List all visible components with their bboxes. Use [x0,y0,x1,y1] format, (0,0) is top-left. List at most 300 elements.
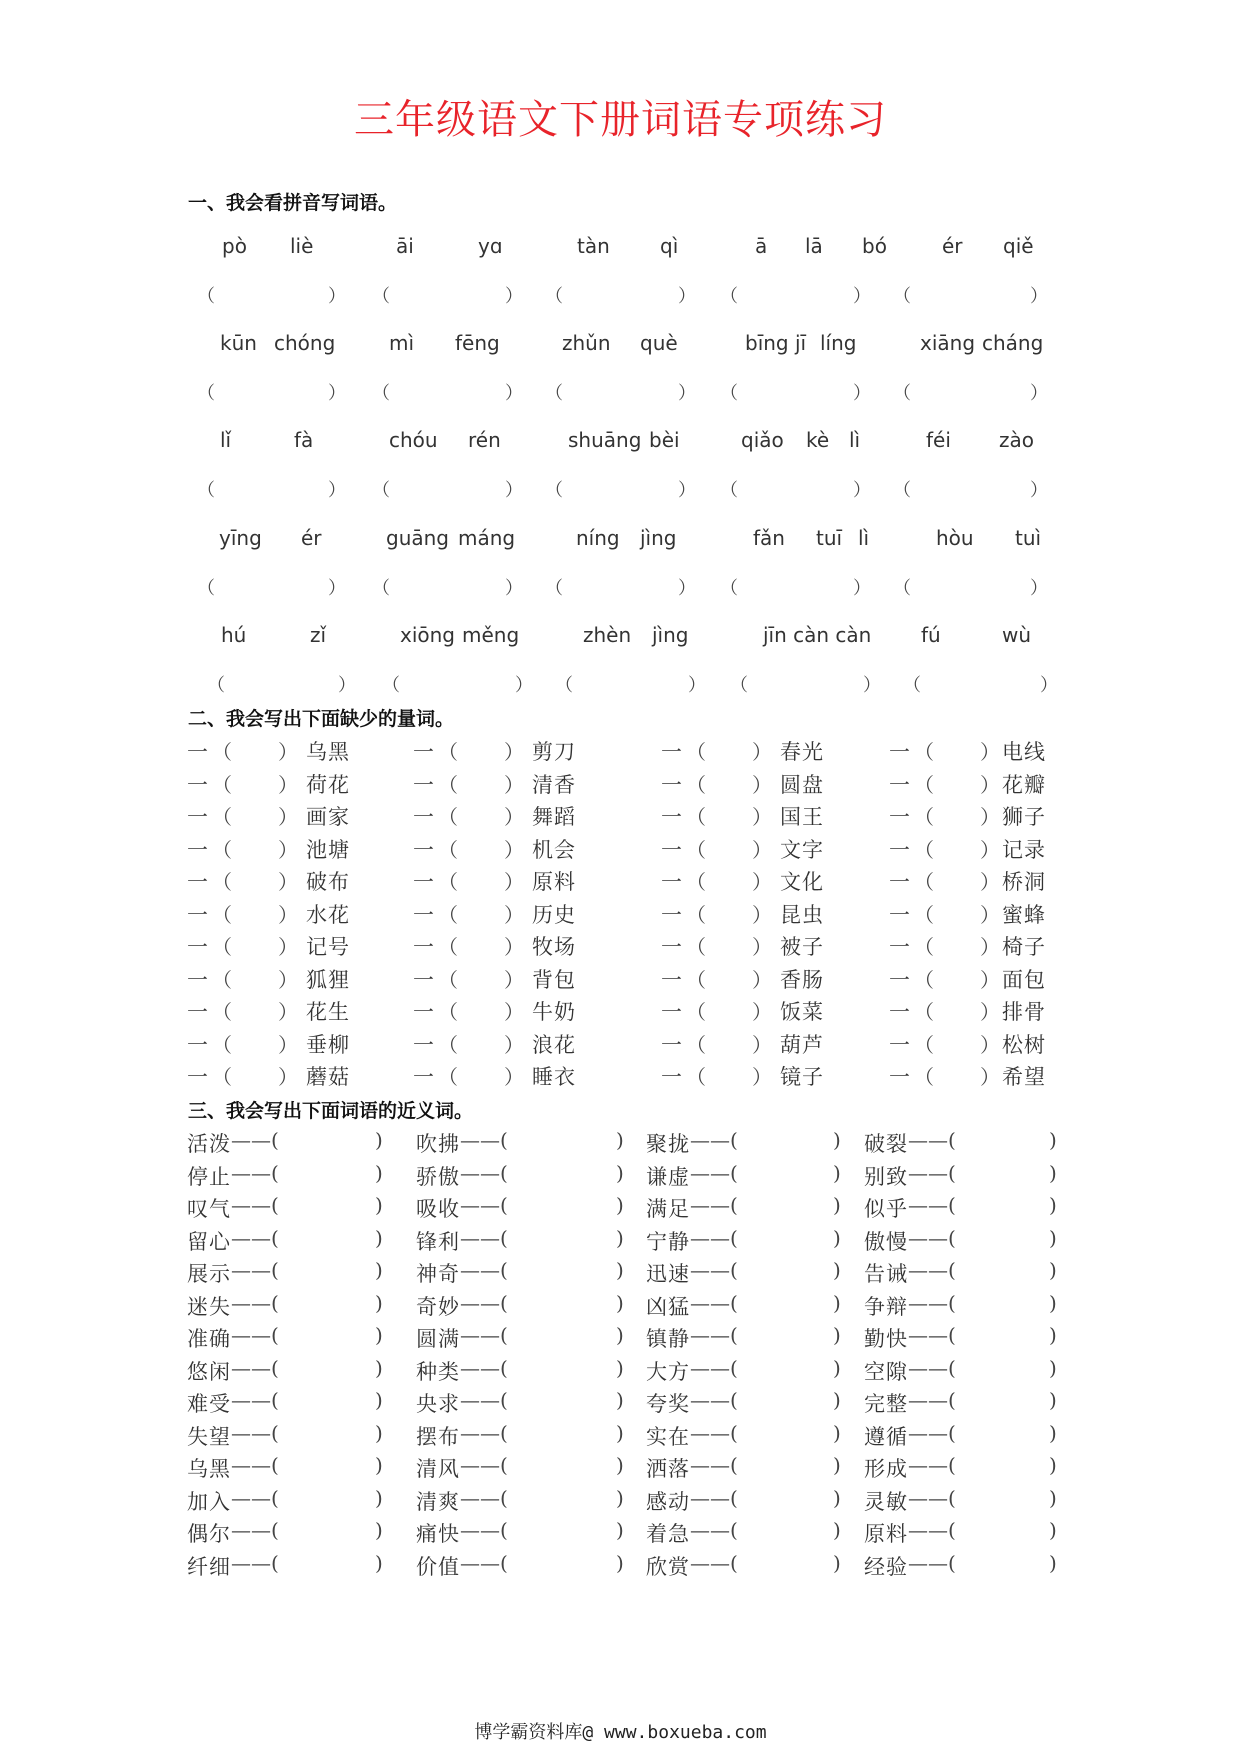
measure-blank-open[interactable]: （ [686,1065,706,1089]
measure-blank-open[interactable]: （ [438,772,458,797]
synonym-blank-open[interactable]: ——( [690,1355,738,1380]
measure-prefix: 一 [187,870,208,894]
synonym-blank-close[interactable]: ) [833,1518,841,1542]
measure-blank-close[interactable]: ） [752,935,772,959]
measure-blank-close[interactable]: ） [504,1032,524,1057]
measure-blank-open[interactable]: （ [212,1000,232,1024]
answer-blank-open[interactable]: （ [545,383,563,404]
synonym-blank-open[interactable]: ——( [231,1193,279,1217]
synonym-blank-open[interactable]: ——( [690,1420,738,1445]
synonym-blank-open[interactable]: ——( [908,1160,956,1185]
synonym-blank-close[interactable]: ) [833,1485,841,1510]
synonym-blank-close[interactable]: ) [375,1160,383,1185]
synonym-blank-open[interactable]: ——( [690,1128,738,1152]
measure-blank-open[interactable]: （ [914,870,934,894]
synonym-blank-close[interactable]: ) [833,1290,841,1315]
synonym-blank-open[interactable]: ——( [460,1160,508,1185]
measure-blank-open[interactable]: （ [438,935,458,959]
synonym-blank-close[interactable]: ) [1049,1485,1057,1510]
answer-blank-open[interactable]: （ [893,383,911,404]
synonym-blank-close[interactable]: ) [1049,1160,1057,1185]
synonym-blank-close[interactable]: ) [375,1453,383,1477]
answer-blank-open[interactable]: （ [197,480,215,501]
pinyin-syllable: máng [458,526,516,550]
synonym-blank-open[interactable]: ——( [690,1258,738,1282]
measure-blank-open[interactable]: （ [686,902,706,927]
synonym-blank-open[interactable]: ——( [460,1518,508,1542]
answer-bracket-row [0,282,1241,308]
synonym-blank-close[interactable]: ) [375,1388,383,1412]
synonym-blank-open[interactable]: ——( [908,1225,956,1250]
measure-blank-open[interactable]: （ [914,967,934,992]
synonym-blank-open[interactable]: ——( [460,1388,508,1412]
measure-blank-open[interactable]: （ [212,837,232,862]
measure-blank-open[interactable]: （ [914,740,934,764]
synonym-blank-open[interactable]: ——( [231,1160,279,1185]
synonym-blank-close[interactable]: ) [833,1388,841,1412]
synonym-blank-close[interactable]: ) [1049,1388,1057,1412]
answer-blank-close[interactable]: ） [505,286,523,307]
synonym-blank-close[interactable]: ) [833,1550,841,1575]
synonym-blank-close[interactable]: ) [833,1160,841,1185]
measure-word-row [0,769,1241,799]
measure-word-row [0,801,1241,831]
answer-blank-close[interactable]: ） [678,383,696,404]
pinyin-syllable: níng [576,526,620,550]
answer-blank-close[interactable]: ） [678,578,696,599]
measure-noun: 荷花 [306,772,350,797]
synonym-blank-close[interactable]: ) [616,1453,624,1477]
measure-blank-close[interactable]: ） [278,740,298,764]
answer-blank-open[interactable]: （ [382,675,400,696]
measure-blank-close[interactable]: ） [504,967,524,992]
answer-blank-open[interactable]: （ [720,480,738,501]
measure-blank-close[interactable]: ） [980,1032,1000,1057]
measure-blank-close[interactable]: ） [980,772,1000,797]
measure-blank-open[interactable]: （ [686,967,706,992]
answer-blank-close[interactable]: ） [1030,480,1048,501]
measure-blank-open[interactable]: （ [914,805,934,829]
measure-blank-close[interactable]: ） [752,837,772,862]
measure-blank-close[interactable]: ） [980,837,1000,862]
synonym-blank-open[interactable]: ——( [690,1323,738,1347]
synonym-blank-open[interactable]: ——( [231,1550,279,1575]
synonym-blank-open[interactable]: ——( [231,1323,279,1347]
synonym-blank-open[interactable]: ——( [460,1550,508,1575]
measure-blank-close[interactable]: ） [752,740,772,764]
synonym-blank-open[interactable]: ——( [231,1453,279,1477]
synonym-blank-close[interactable]: ) [616,1225,624,1250]
synonym-blank-close[interactable]: ) [616,1355,624,1380]
synonym-blank-open[interactable]: ——( [690,1550,738,1575]
measure-blank-open[interactable]: （ [212,935,232,959]
pinyin-syllable: qiě [1003,234,1034,258]
synonym-blank-close[interactable]: ) [1049,1453,1057,1477]
pinyin-syllable: lā [805,234,823,258]
synonym-blank-close[interactable]: ) [375,1355,383,1380]
measure-blank-close[interactable]: ） [980,870,1000,894]
measure-noun: 历史 [532,902,576,927]
synonym-blank-close[interactable]: ) [616,1420,624,1445]
synonym-blank-open[interactable]: ——( [460,1225,508,1250]
measure-noun: 面包 [1002,967,1046,992]
answer-blank-close[interactable]: ） [505,480,523,501]
pinyin-syllable: zhǔn [562,331,611,355]
measure-blank-open[interactable]: （ [438,805,458,829]
answer-blank-close[interactable]: ） [863,675,881,696]
measure-blank-open[interactable]: （ [212,1032,232,1057]
measure-blank-close[interactable]: ） [752,967,772,992]
synonym-blank-open[interactable]: ——( [908,1128,956,1152]
synonym-blank-open[interactable]: ——( [908,1355,956,1380]
answer-blank-close[interactable]: ） [853,578,871,599]
synonym-blank-close[interactable]: ) [1049,1193,1057,1217]
synonym-blank-open[interactable]: ——( [460,1290,508,1315]
synonym-source-word: 失望 [187,1424,231,1449]
measure-blank-open[interactable]: （ [212,870,232,894]
measure-blank-close[interactable]: ） [504,805,524,829]
answer-blank-open[interactable]: （ [720,578,738,599]
synonym-blank-open[interactable]: ——( [690,1290,738,1315]
synonym-source-word: 叹气 [187,1197,231,1221]
synonym-blank-open[interactable]: ——( [690,1518,738,1542]
answer-blank-close[interactable]: ） [678,480,696,501]
synonym-blank-close[interactable]: ) [1049,1420,1057,1445]
answer-blank-open[interactable]: （ [555,675,573,696]
measure-blank-open[interactable]: （ [914,837,934,862]
synonym-blank-close[interactable]: ) [616,1485,624,1510]
answer-blank-close[interactable]: ） [338,675,356,696]
synonym-source-word: 乌黑 [187,1457,231,1481]
measure-blank-close[interactable]: ） [504,1000,524,1024]
answer-blank-open[interactable]: （ [372,480,390,501]
synonym-blank-close[interactable]: ) [375,1128,383,1152]
pinyin-row [0,234,1241,264]
measure-prefix: 一 [187,1000,208,1024]
answer-blank-open[interactable]: （ [197,286,215,307]
measure-blank-open[interactable]: （ [914,902,934,927]
measure-noun: 圆盘 [780,772,824,797]
synonym-blank-close[interactable]: ) [616,1550,624,1575]
measure-blank-close[interactable]: ） [278,837,298,862]
synonym-blank-open[interactable]: ——( [690,1388,738,1412]
measure-blank-close[interactable]: ） [504,837,524,862]
measure-blank-open[interactable]: （ [212,805,232,829]
synonym-blank-close[interactable]: ) [833,1193,841,1217]
synonym-source-word: 空隙 [864,1359,908,1384]
synonym-blank-open[interactable]: ——( [460,1485,508,1510]
synonym-blank-open[interactable]: ——( [460,1193,508,1217]
synonym-blank-close[interactable]: ) [1049,1355,1057,1380]
synonym-blank-close[interactable]: ) [1049,1323,1057,1347]
measure-blank-open[interactable]: （ [686,740,706,764]
measure-blank-open[interactable]: （ [686,1032,706,1057]
synonym-source-word: 价值 [416,1554,460,1579]
synonym-blank-open[interactable]: ——( [908,1388,956,1412]
measure-blank-close[interactable]: ） [752,1032,772,1057]
synonym-blank-close[interactable]: ) [833,1128,841,1152]
synonym-blank-open[interactable]: ——( [460,1258,508,1282]
synonym-blank-close[interactable]: ) [1049,1290,1057,1315]
measure-blank-open[interactable]: （ [686,870,706,894]
synonym-blank-open[interactable]: ——( [908,1485,956,1510]
pinyin-row [0,623,1241,653]
answer-blank-close[interactable]: ） [853,286,871,307]
measure-blank-open[interactable]: （ [438,870,458,894]
answer-blank-close[interactable]: ） [505,383,523,404]
measure-blank-close[interactable]: ） [752,902,772,927]
synonym-blank-close[interactable]: ) [375,1258,383,1282]
answer-blank-open[interactable]: （ [720,383,738,404]
synonym-row [0,1161,1241,1191]
synonym-blank-open[interactable]: ——( [231,1290,279,1315]
synonym-blank-open[interactable]: ——( [231,1128,279,1152]
synonym-blank-close[interactable]: ) [833,1420,841,1445]
measure-prefix: 一 [889,1032,910,1057]
measure-blank-close[interactable]: ） [278,1032,298,1057]
synonym-blank-open[interactable]: ——( [690,1160,738,1185]
synonym-blank-close[interactable]: ) [616,1388,624,1412]
pinyin-syllable: chóng [274,331,336,355]
synonym-blank-close[interactable]: ) [375,1290,383,1315]
synonym-blank-open[interactable]: ——( [231,1518,279,1542]
measure-blank-close[interactable]: ） [980,1000,1000,1024]
measure-prefix: 一 [187,837,208,862]
measure-blank-close[interactable]: ） [752,1065,772,1089]
measure-blank-open[interactable]: （ [914,935,934,959]
answer-bracket-row [0,476,1241,502]
answer-blank-close[interactable]: ） [1030,383,1048,404]
measure-blank-close[interactable]: ） [278,902,298,927]
synonym-blank-open[interactable]: ——( [460,1128,508,1152]
measure-blank-close[interactable]: ） [504,772,524,797]
synonym-blank-open[interactable]: ——( [908,1550,956,1575]
synonym-blank-open[interactable]: ——( [690,1453,738,1477]
pinyin-syllable: què [640,331,678,355]
answer-blank-open[interactable]: （ [720,286,738,307]
answer-blank-close[interactable]: ） [515,675,533,696]
measure-blank-close[interactable]: ） [752,1000,772,1024]
measure-blank-open[interactable]: （ [438,967,458,992]
synonym-blank-open[interactable]: ——( [908,1518,956,1542]
measure-blank-close[interactable]: ） [980,935,1000,959]
synonym-blank-close[interactable]: ) [833,1258,841,1282]
measure-blank-open[interactable]: （ [914,1032,934,1057]
measure-blank-open[interactable]: （ [212,1065,232,1089]
measure-word-row [0,1061,1241,1091]
synonym-blank-close[interactable]: ) [375,1518,383,1542]
measure-blank-open[interactable]: （ [212,967,232,992]
measure-blank-close[interactable]: ） [278,805,298,829]
answer-blank-open[interactable]: （ [545,286,563,307]
pinyin-syllable: lì [849,428,861,452]
answer-blank-open[interactable]: （ [197,578,215,599]
synonym-blank-open[interactable]: ——( [231,1355,279,1380]
synonym-blank-open[interactable]: ——( [690,1485,738,1510]
synonym-blank-close[interactable]: ) [616,1290,624,1315]
answer-blank-open[interactable]: （ [730,675,748,696]
synonym-blank-open[interactable]: ——( [908,1290,956,1315]
measure-blank-close[interactable]: ） [504,902,524,927]
pinyin-syllable: yɑ [478,234,503,258]
synonym-row [0,1193,1241,1223]
synonym-blank-open[interactable]: ——( [460,1323,508,1347]
measure-blank-open[interactable]: （ [438,1065,458,1089]
pinyin-syllable: jī [795,331,807,355]
measure-word-row [0,996,1241,1026]
answer-blank-close[interactable]: ） [688,675,706,696]
synonym-blank-close[interactable]: ) [616,1323,624,1347]
measure-blank-close[interactable]: ） [752,870,772,894]
answer-blank-open[interactable]: （ [545,480,563,501]
synonym-blank-close[interactable]: ) [833,1355,841,1380]
synonym-blank-close[interactable]: ) [616,1193,624,1217]
synonym-blank-close[interactable]: ) [375,1193,383,1217]
measure-blank-open[interactable]: （ [212,772,232,797]
synonym-source-word: 吸收 [416,1197,460,1221]
measure-blank-open[interactable]: （ [686,935,706,959]
synonym-blank-open[interactable]: ——( [231,1485,279,1510]
synonym-blank-close[interactable]: ) [616,1128,624,1152]
synonym-blank-open[interactable]: ——( [460,1355,508,1380]
synonym-blank-open[interactable]: ——( [908,1453,956,1477]
answer-blank-open[interactable]: （ [372,286,390,307]
measure-blank-close[interactable]: ） [752,772,772,797]
answer-blank-open[interactable]: （ [207,675,225,696]
measure-blank-close[interactable]: ） [278,870,298,894]
synonym-blank-close[interactable]: ) [616,1160,624,1185]
measure-blank-close[interactable]: ） [278,1000,298,1024]
measure-blank-close[interactable]: ） [504,1065,524,1089]
measure-blank-open[interactable]: （ [438,740,458,764]
measure-blank-close[interactable]: ） [752,805,772,829]
measure-noun: 希望 [1002,1065,1046,1089]
measure-blank-open[interactable]: （ [686,1000,706,1024]
answer-blank-close[interactable]: ） [1030,578,1048,599]
synonym-blank-close[interactable]: ) [833,1453,841,1477]
measure-blank-close[interactable]: ） [504,935,524,959]
measure-blank-open[interactable]: （ [686,805,706,829]
pinyin-syllable: liè [290,234,314,258]
answer-blank-open[interactable]: （ [545,578,563,599]
measure-blank-open[interactable]: （ [212,902,232,927]
answer-blank-close[interactable]: ） [328,480,346,501]
synonym-blank-open[interactable]: ——( [231,1420,279,1445]
measure-blank-close[interactable]: ） [278,967,298,992]
synonym-blank-open[interactable]: ——( [908,1323,956,1347]
synonym-blank-close[interactable]: ) [375,1323,383,1347]
answer-blank-close[interactable]: ） [328,286,346,307]
synonym-blank-open[interactable]: ——( [460,1420,508,1445]
measure-blank-close[interactable]: ） [980,1065,1000,1089]
synonym-blank-close[interactable]: ) [1049,1518,1057,1542]
answer-blank-open[interactable]: （ [372,383,390,404]
measure-blank-close[interactable]: ） [504,870,524,894]
measure-blank-close[interactable]: ） [980,902,1000,927]
synonym-blank-close[interactable]: ) [1049,1225,1057,1250]
answer-blank-close[interactable]: ） [328,578,346,599]
page-title: 三年级语文下册词语专项练习 [354,97,887,143]
synonym-blank-close[interactable]: ) [833,1323,841,1347]
measure-blank-open[interactable]: （ [438,837,458,862]
measure-blank-close[interactable]: ） [278,935,298,959]
measure-blank-open[interactable]: （ [914,772,934,797]
measure-blank-close[interactable]: ） [278,772,298,797]
measure-blank-close[interactable]: ） [980,967,1000,992]
synonym-blank-open[interactable]: ——( [908,1193,956,1217]
measure-blank-open[interactable]: （ [914,1000,934,1024]
answer-blank-close[interactable]: ） [853,480,871,501]
answer-blank-open[interactable]: （ [893,286,911,307]
synonym-row [0,1323,1241,1353]
pinyin-syllable: lì [858,526,870,550]
measure-blank-close[interactable]: ） [278,1065,298,1089]
synonym-blank-close[interactable]: ) [1049,1258,1057,1282]
synonym-blank-close[interactable]: ) [616,1258,624,1282]
answer-blank-close[interactable]: ） [1040,675,1058,696]
synonym-blank-close[interactable]: ) [616,1518,624,1542]
measure-blank-open[interactable]: （ [438,1000,458,1024]
synonym-blank-close[interactable]: ) [833,1225,841,1250]
synonym-blank-open[interactable]: ——( [231,1225,279,1250]
pinyin-syllable: bó [862,234,887,258]
synonym-blank-open[interactable]: ——( [231,1258,279,1282]
answer-blank-close[interactable]: ） [678,286,696,307]
answer-blank-open[interactable]: （ [893,578,911,599]
synonym-source-word: 清爽 [416,1489,460,1514]
synonym-blank-close[interactable]: ) [375,1485,383,1510]
measure-blank-close[interactable]: ） [980,805,1000,829]
synonym-blank-close[interactable]: ) [1049,1550,1057,1575]
measure-blank-open[interactable]: （ [686,837,706,862]
synonym-blank-open[interactable]: ——( [908,1258,956,1282]
pinyin-syllable: ā [755,234,768,258]
measure-blank-open[interactable]: （ [438,902,458,927]
measure-word-row [0,736,1241,766]
synonym-source-word: 痛快 [416,1522,460,1546]
answer-blank-open[interactable]: （ [903,675,921,696]
measure-blank-close[interactable]: ） [504,740,524,764]
measure-blank-open[interactable]: （ [438,1032,458,1057]
answer-blank-close[interactable]: ） [1030,286,1048,307]
synonym-blank-close[interactable]: ) [1049,1128,1057,1152]
answer-blank-open[interactable]: （ [893,480,911,501]
measure-blank-open[interactable]: （ [686,772,706,797]
synonym-blank-open[interactable]: ——( [690,1225,738,1250]
measure-blank-open[interactable]: （ [212,740,232,764]
synonym-blank-open[interactable]: ——( [908,1420,956,1445]
pinyin-syllable: fǎn [753,526,785,550]
answer-blank-close[interactable]: ） [853,383,871,404]
measure-blank-open[interactable]: （ [914,1065,934,1089]
measure-prefix: 一 [661,1032,682,1057]
synonym-blank-open[interactable]: ——( [231,1388,279,1412]
pinyin-syllable: guāng [386,526,449,550]
answer-blank-close[interactable]: ） [505,578,523,599]
synonym-blank-open[interactable]: ——( [690,1193,738,1217]
synonym-blank-close[interactable]: ) [375,1225,383,1250]
synonym-blank-close[interactable]: ) [375,1420,383,1445]
answer-blank-open[interactable]: （ [197,383,215,404]
synonym-source-word: 谦虚 [646,1164,690,1189]
synonym-blank-close[interactable]: ) [375,1550,383,1575]
answer-blank-open[interactable]: （ [372,578,390,599]
measure-blank-close[interactable]: ） [980,740,1000,764]
measure-prefix: 一 [661,870,682,894]
measure-noun: 乌黑 [306,740,350,764]
synonym-blank-open[interactable]: ——( [460,1453,508,1477]
answer-blank-close[interactable]: ） [328,383,346,404]
